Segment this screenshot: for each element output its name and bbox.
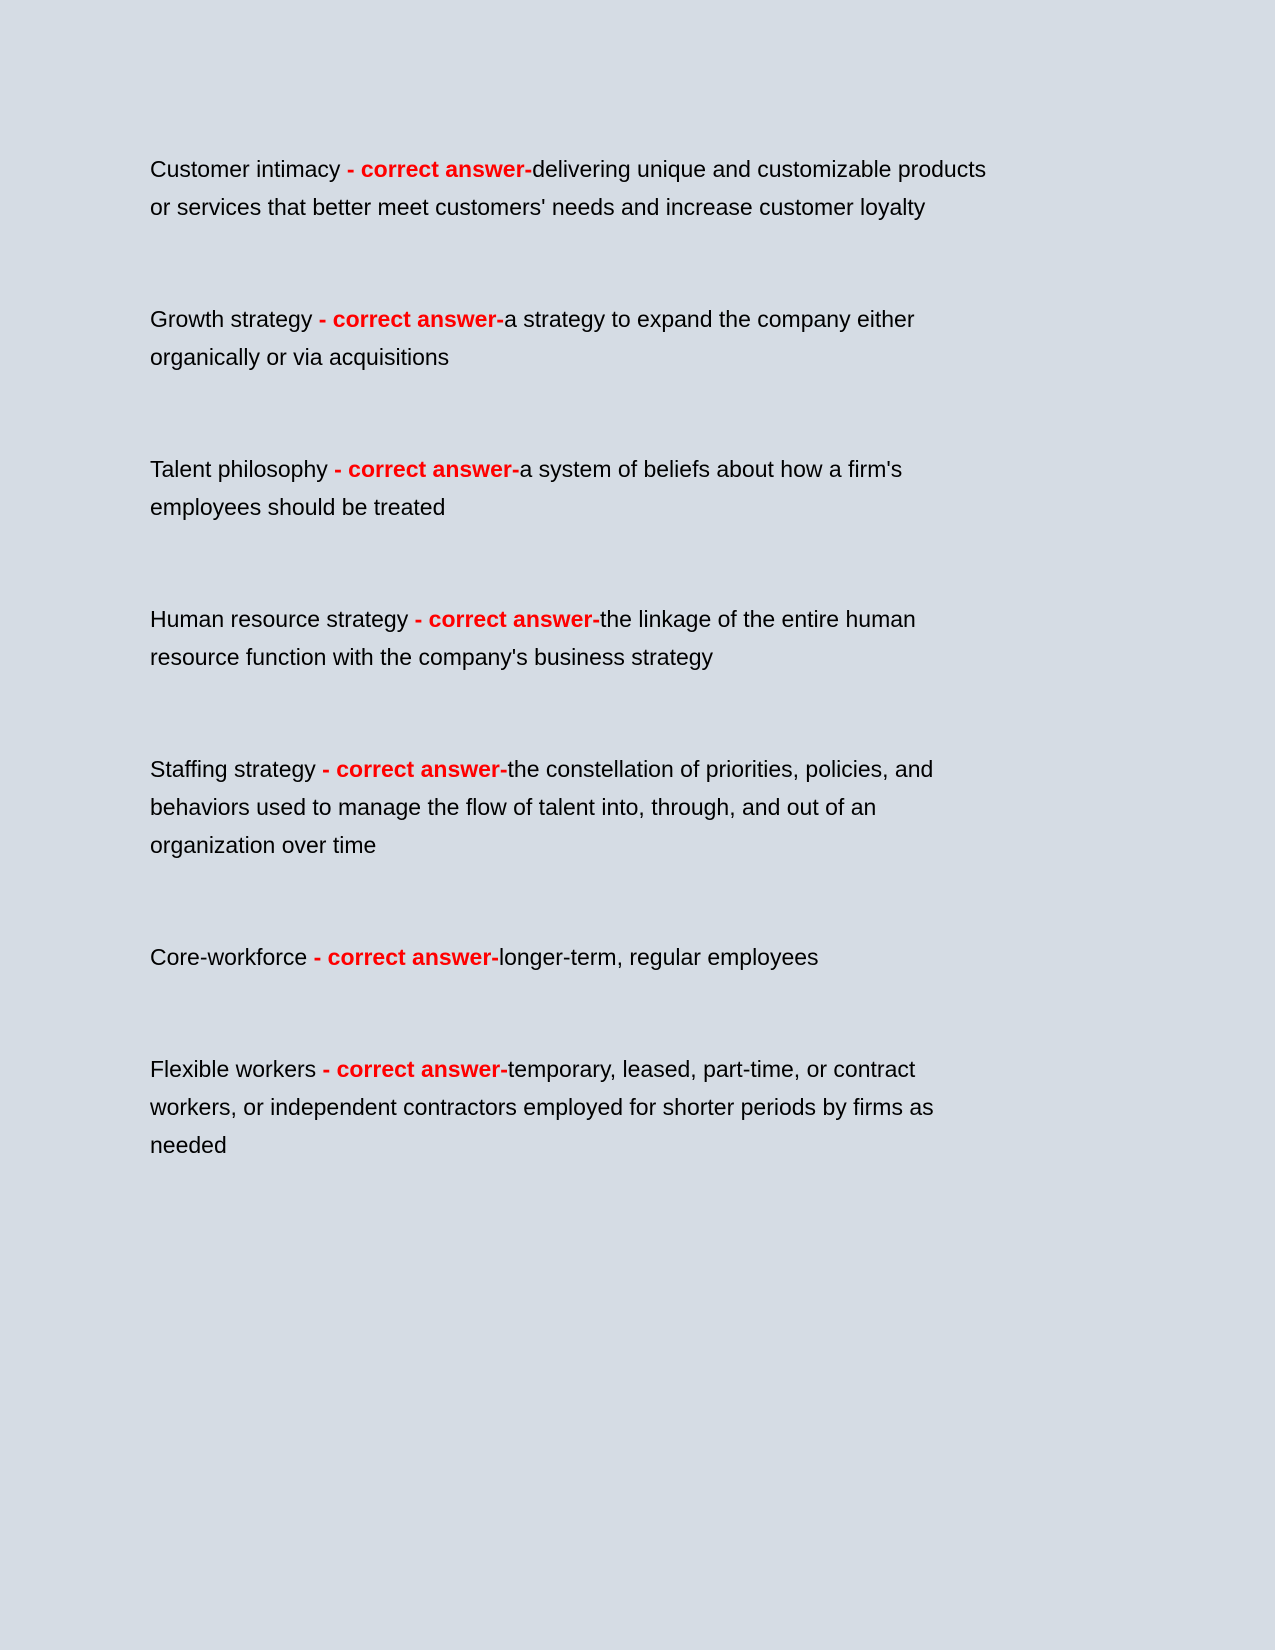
flashcard-entry — [150, 1050, 1160, 1164]
term: Staffing strategy — [150, 756, 316, 782]
definition-text: longer-term, regular employees — [498, 944, 819, 970]
document-body — [150, 150, 1160, 1238]
correct-answer-marker: - correct answer- — [315, 756, 508, 782]
flashcard-entry — [150, 600, 1160, 676]
correct-answer-marker: - correct answer- — [312, 306, 505, 332]
term: Customer intimacy — [150, 156, 341, 182]
entry-line — [150, 450, 1160, 488]
entry-line — [150, 1088, 1160, 1126]
entry-line — [150, 788, 1160, 826]
correct-answer-marker: - correct answer- — [408, 606, 600, 632]
correct-answer-marker: - correct answer- — [307, 944, 499, 970]
entry-line — [150, 938, 1160, 976]
definition-text: a strategy to expand the company either — [504, 306, 915, 332]
entry-line — [150, 1126, 1160, 1164]
entry-line — [150, 488, 1160, 526]
entry-line — [150, 300, 1160, 338]
definition-text: resource function with the company's business strategy — [150, 644, 714, 670]
term: Talent philosophy — [150, 456, 328, 482]
entry-line — [150, 150, 1160, 188]
definition-text: delivering unique and customizable products — [532, 156, 987, 182]
definition-text: the linkage of the entire human — [599, 606, 916, 632]
flashcard-entry — [150, 150, 1160, 226]
definition-text: needed — [150, 1132, 227, 1158]
term: Flexible workers — [150, 1056, 317, 1082]
correct-answer-marker: - correct answer- — [316, 1056, 508, 1082]
entry-line — [150, 188, 1160, 226]
flashcard-entry — [150, 938, 1160, 976]
definition-text: employees should be treated — [150, 494, 446, 520]
definition-text: a system of beliefs about how a firm's — [519, 456, 903, 482]
correct-answer-marker: - correct answer- — [340, 156, 533, 182]
flashcard-entry — [150, 450, 1160, 526]
entry-line — [150, 826, 1160, 864]
definition-text: behaviors used to manage the flow of talent into, through, and out of an — [150, 794, 877, 820]
definition-text: workers, or independent contractors employed for shorter periods by firms as — [150, 1094, 934, 1120]
definition-text: temporary, leased, part-time, or contract — [507, 1056, 916, 1082]
correct-answer-marker: - correct answer- — [327, 456, 520, 482]
definition-text: or services that better meet customers' needs and increase customer loyalty — [150, 194, 926, 220]
definition-text: organization over time — [150, 832, 377, 858]
definition-text: organically or via acquisitions — [150, 344, 450, 370]
flashcard-entry — [150, 300, 1160, 376]
entry-line — [150, 638, 1160, 676]
entry-line — [150, 1050, 1160, 1088]
term: Core-workforce — [150, 944, 308, 970]
entry-line — [150, 750, 1160, 788]
entry-line — [150, 600, 1160, 638]
definition-text: the constellation of priorities, policies, and — [507, 756, 934, 782]
flashcard-entry — [150, 750, 1160, 864]
term: Growth strategy — [150, 306, 313, 332]
entry-line — [150, 338, 1160, 376]
term: Human resource strategy — [150, 606, 409, 632]
